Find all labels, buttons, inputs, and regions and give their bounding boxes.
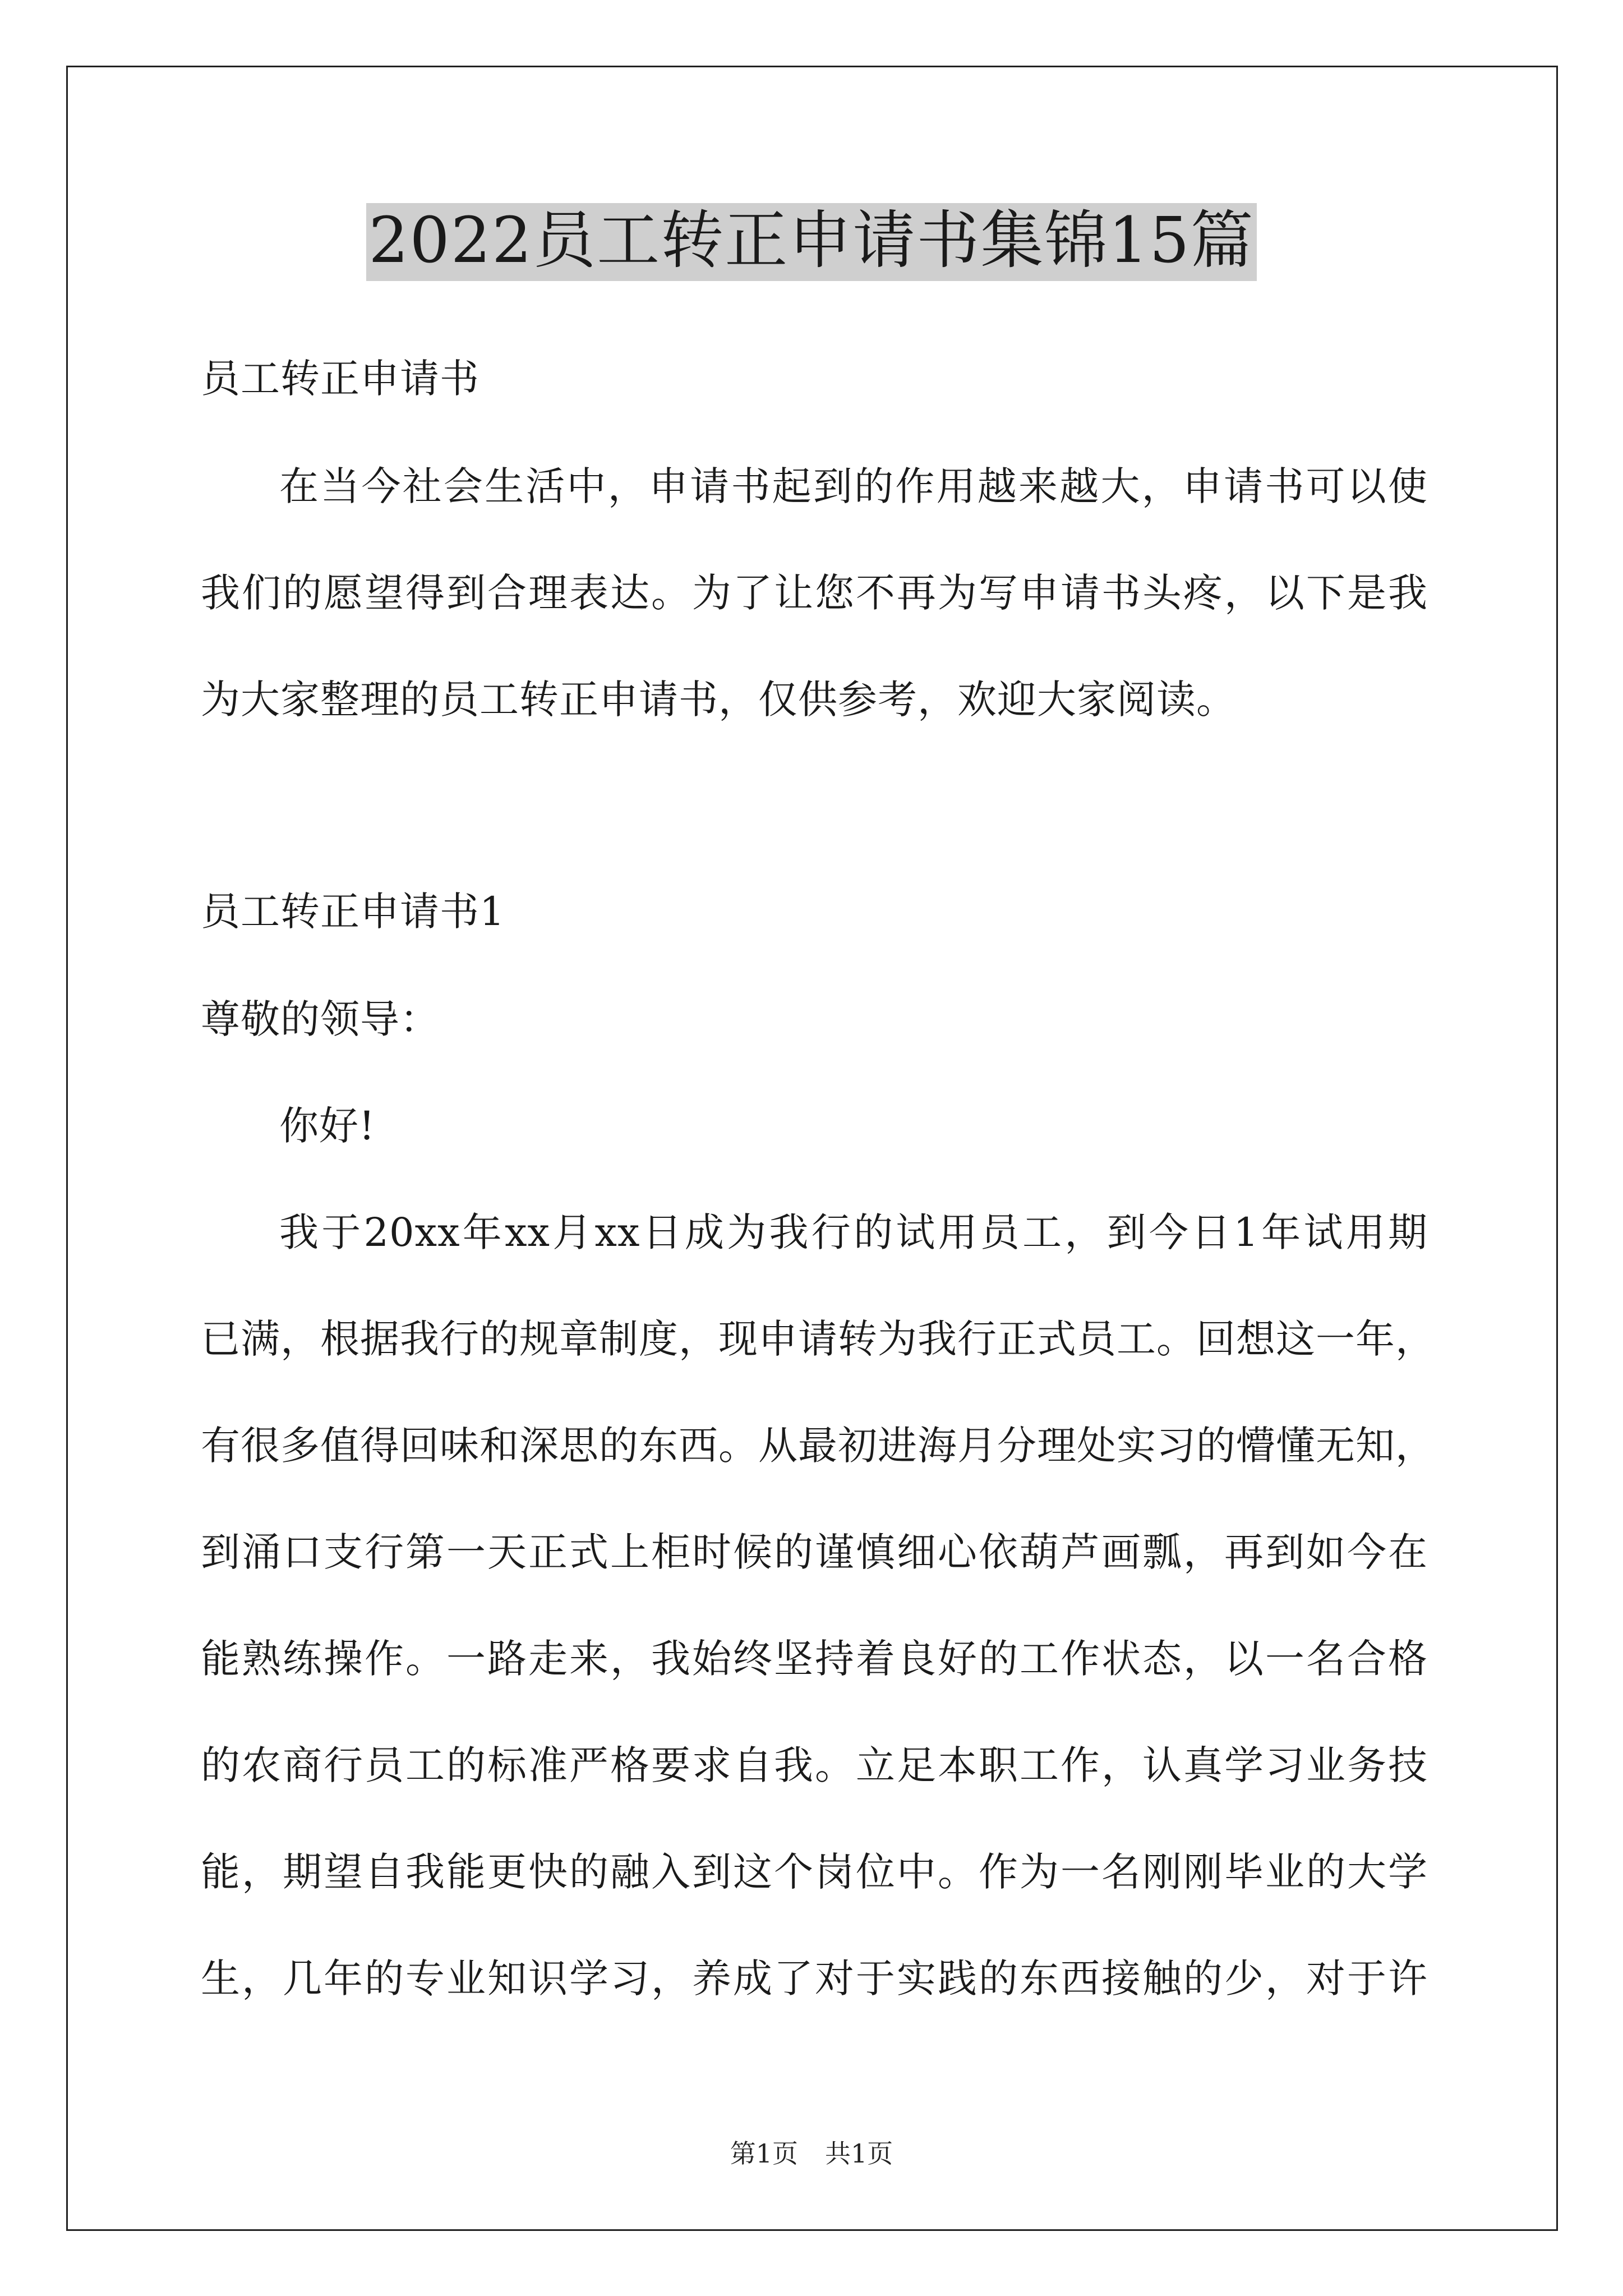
paragraph-line: 我于20xx年xx月xx日成为我行的试用员工，到今日1年试用期 (279, 1209, 1428, 1255)
paragraph-line: 为大家整理的员工转正申请书，仅供参考，欢迎大家阅读。 (201, 677, 1236, 723)
document-title-text: 2022员工转正申请书集锦15篇 (366, 203, 1257, 281)
greeting: 你好! (279, 1103, 376, 1149)
paragraph-line: 生，几年的专业知识学习，养成了对于实践的东西接触的少，对于许 (201, 1955, 1428, 2001)
paragraph-line: 有很多值得回味和深思的东西。从最初进海月分理处实习的懵懂无知， (201, 1423, 1435, 1469)
paragraph-line: 在当今社会生活中，申请书起到的作用越来越大，申请书可以使 (279, 463, 1428, 509)
paragraph-line: 已满，根据我行的规章制度，现申请转为我行正式员工。回想这一年， (201, 1316, 1435, 1362)
paragraph-line: 能熟练操作。一路走来，我始终坚持着良好的工作状态，以一名合格 (201, 1636, 1428, 1682)
paragraph-line: 我们的愿望得到合理表达。为了让您不再为写申请书头疼，以下是我 (201, 570, 1428, 616)
paragraph-line: 到涌口支行第一天正式上柜时候的谨慎细心依葫芦画瓢，再到如今在 (201, 1529, 1428, 1575)
page-total: 共1页 (825, 2138, 893, 2169)
document-title (0, 203, 1623, 281)
paragraph-line: 的农商行员工的标准严格要求自我。立足本职工作，认真学习业务技 (201, 1742, 1428, 1788)
section-heading: 员工转正申请书1 (201, 889, 505, 935)
page-number: 第1页 (730, 2138, 798, 2169)
section-heading: 员工转正申请书 (201, 356, 479, 402)
paragraph-line: 能，期望自我能更快的融入到这个岗位中。作为一名刚刚毕业的大学 (201, 1849, 1428, 1895)
page-footer (0, 2138, 1623, 2169)
salutation: 尊敬的领导： (201, 996, 440, 1042)
